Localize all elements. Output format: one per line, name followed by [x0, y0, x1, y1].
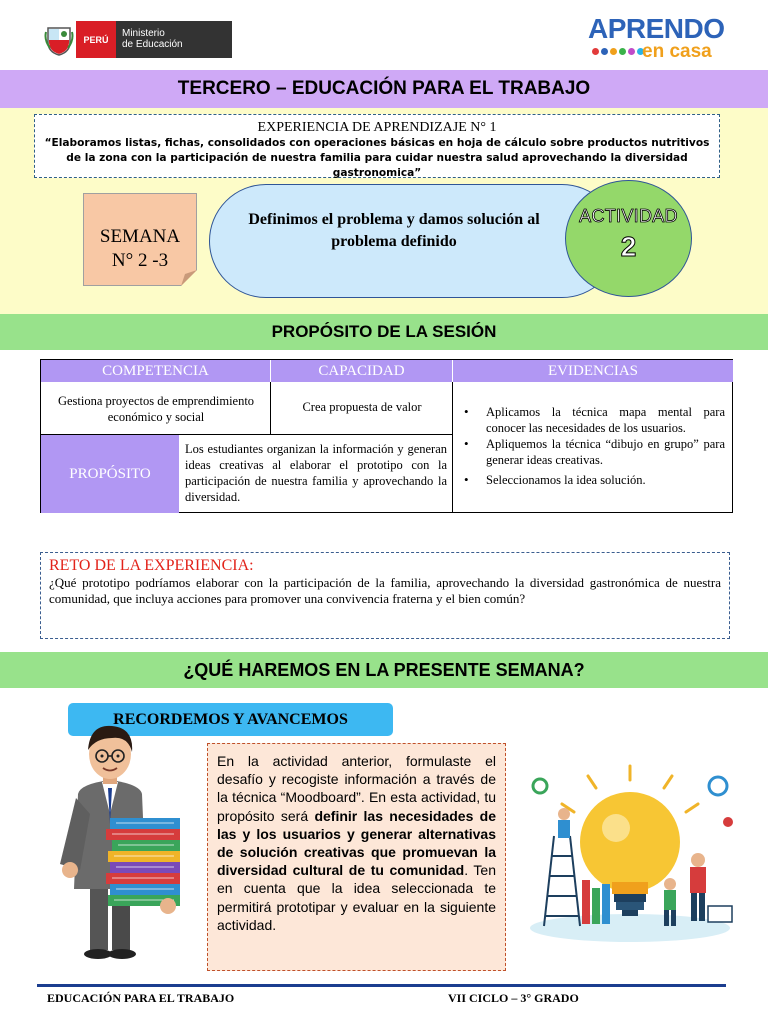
teacher-with-books-icon [50, 714, 192, 962]
peru-label: PERÚ [76, 21, 116, 58]
haremos-heading: ¿QUÉ HAREMOS EN LA PRESENTE SEMANA? [0, 652, 768, 688]
activity-label: ACTIVIDAD [579, 206, 678, 226]
evidencia-item: • Seleccionamos la idea solución. [457, 472, 725, 488]
semana-label: SEMANA [99, 226, 181, 247]
page-title: TERCERO – EDUCACIÓN PARA EL TRABAJO [0, 70, 768, 108]
ministry-line-1: Ministerio [122, 28, 165, 39]
government-logo [42, 21, 232, 58]
brand-subtitle: en casa [642, 41, 712, 62]
activity-description-box [209, 184, 619, 298]
intro-text-part2: . Ten en cuenta que la idea seleccionada te permitirá prototipar y evaluar en la siguiente actividad. [217, 862, 496, 933]
evidencias-list [457, 404, 725, 488]
experience-heading: EXPERIENCIA DE APRENDIZAJE N° 1 [257, 120, 497, 135]
proposito-label-cell: PROPÓSITO [41, 435, 179, 513]
footer-divider [37, 984, 726, 987]
activity-description: Definimos el problema y damos solución al problema definido [248, 211, 540, 250]
proposito-heading: PROPÓSITO DE LA SESIÓN [0, 314, 768, 350]
header-competencia: COMPETENCIA [41, 360, 271, 382]
recordemos-label: RECORDEMOS Y AVANCEMOS [68, 703, 393, 736]
session-table [40, 359, 733, 513]
activity-number: 2 [620, 231, 637, 262]
experience-box [34, 114, 720, 178]
semana-number: N° 2 -3 [111, 250, 169, 271]
ministry-line-2: de Educación [122, 39, 183, 50]
activity-badge [565, 180, 692, 297]
proposito-text-cell: Los estudiantes organizan la información y generan ideas creativas al elaborar el prototipo con la participación de nuestra familia y aprovechando la diversidad. [185, 442, 447, 504]
competencia-cell: Gestiona proyectos de emprendimiento económico y social [57, 394, 255, 424]
ministry-label [116, 21, 232, 58]
intro-text-part1: En la actividad anterior, formulaste el desafío y recogiste información a través de la técnica “Moodboard”. En esta actividad, tu propósito será [217, 753, 496, 824]
reto-box [40, 552, 730, 639]
intro-text-bold: definir las necesidades de las y los usuarios y generar alternativas de solución creativas que promuevan la diversidad cultural de tu comunidad [217, 807, 497, 879]
reto-text: ¿Qué prototipo podríamos elaborar con la participación de la familia, aprovechando la diversidad gastronómica de nuestra comunidad, que incluya acciones para promover una convivencia fraterna y el bien común? [49, 575, 721, 606]
header-capacidad: CAPACIDAD [271, 360, 453, 382]
brand-title: APRENDO [588, 13, 725, 44]
header-evidencias: EVIDENCIAS [453, 360, 733, 382]
footer-subject: EDUCACIÓN PARA EL TRABAJO [47, 991, 235, 1005]
coat-of-arms-icon [42, 21, 76, 58]
page-header [0, 0, 768, 68]
aprendo-en-casa-logo [588, 14, 733, 60]
reto-title: RETO DE LA EXPERIENCIA: [49, 557, 254, 574]
experience-text: “Elaboramos listas, fichas, consolidados con operaciones básicas en hoja de cálculo sobre productos nutritivos de la zona con la participación de nuestra familia para cuidar nuestra salud aprovechando la diversidad gastronomica” [44, 137, 710, 179]
footer-grade: VII CICLO – 3° GRADO [448, 991, 579, 1005]
capacidad-cell: Crea propuesta de valor [302, 400, 422, 414]
semana-note [83, 193, 197, 286]
evidencia-item: • Apliquemos la técnica “dibujo en grupo” para generar ideas creativas. [457, 436, 725, 468]
activity-intro-text [207, 743, 506, 971]
brand-dots-icon [592, 48, 644, 55]
lightbulb-ideas-icon [518, 756, 748, 952]
evidencia-item: • Aplicamos la técnica mapa mental para conocer las necesidades de los usuarios. [457, 404, 725, 436]
page-curl-icon [181, 270, 197, 286]
